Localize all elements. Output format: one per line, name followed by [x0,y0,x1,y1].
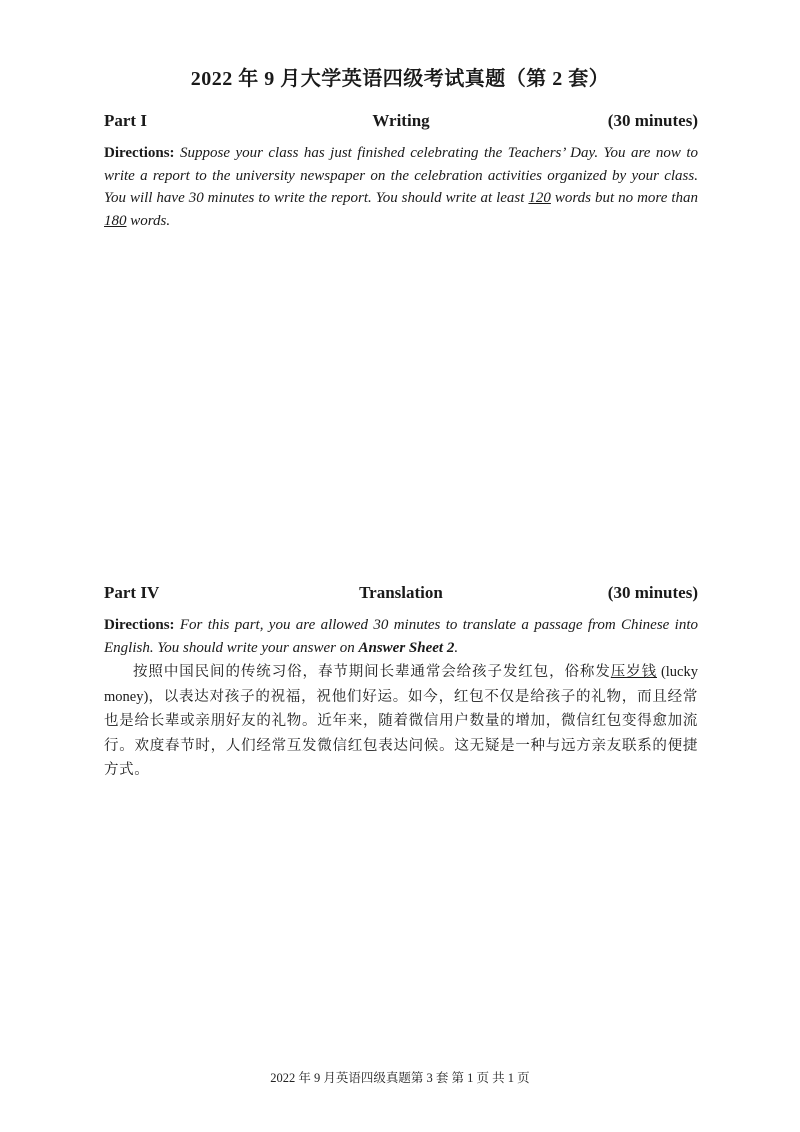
translation-passage [104,660,698,783]
part4-time: (30 minutes) [607,583,698,602]
part1-header [104,111,698,135]
part4-answer-sheet: Answer Sheet 2 [358,639,455,656]
passage-term-gloss: (lucky money) [104,664,698,705]
part1-directions-text-2: words but no more than [550,190,698,206]
part1-label: Part I [104,111,147,130]
part4-header [104,583,698,607]
passage-text-2: ，以表达对孩子的祝福，祝他们好运。如今，红包不仅是给孩子的礼物，而且经常也是给长辈或亲朋好友的礼物。近年来，随着微信用户数量的增加，微信红包变得愈加流行。欢度春节时，人们经常互发微信红包表达问候。这无疑是一种与远方亲友联系的便捷方式。 [104,688,698,778]
part4-label: Part IV [104,583,160,602]
part1-directions-text: Suppose your class has just finished celebrating the Teachers’ Day. You are now to write a report to the university newspaper on the celebration activities organized by your class. You will have 30 minutes to write the report. You should write at least [104,145,698,206]
part4-directions [104,614,698,659]
passage-text-1: 按照中国民间的传统习俗，春节期间长辈通常会给孩子发红包，俗称发 [133,664,611,680]
part4-name: Translation [359,583,443,602]
page-title: 2022 年 9 月大学英语四级考试真题（第 2 套） [190,68,610,90]
part1-max-words: 180 [104,212,127,229]
part1-time: (30 minutes) [607,111,698,130]
part1-min-words: 120 [528,190,551,206]
part1-directions-text-3: words. [126,212,171,229]
part4-directions-text: For this part, you are allowed 30 minutes to translate a passage from Chinese into English. You should write your answer on [104,617,698,656]
part1-directions [104,142,698,232]
part4-directions-label: Directions: [104,617,175,633]
part4-directions-text-2: . [454,639,459,656]
part1-name: Writing [372,111,430,130]
page-footer: 2022 年 9 月英语四级真题第 3 套 第 1 页 共 1 页 [270,1071,530,1085]
passage-term: 压岁钱 [610,664,658,680]
part1-directions-label: Directions: [104,145,175,161]
